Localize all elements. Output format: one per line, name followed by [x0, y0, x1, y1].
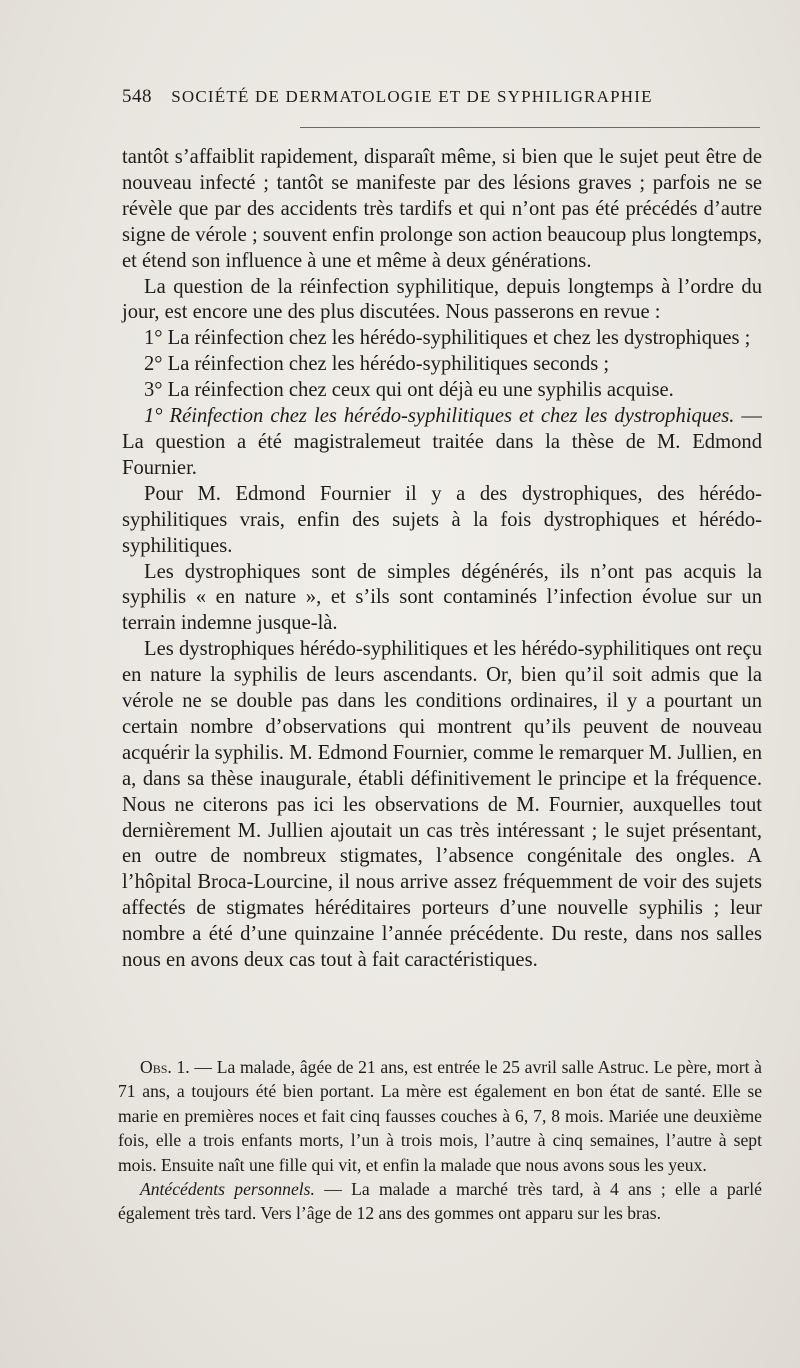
- paragraph: Pour M. Edmond Fournier il y a des dystrophiques, des hérédo-syphilitiques vrais, enfin des sujets à la fois dystrophiques et hérédo-syphilitiques.: [122, 482, 762, 557]
- running-title: SOCIÉTÉ DE DERMATOLOGIE ET DE SYPHILIGRAPHIE: [171, 87, 653, 106]
- section-paragraph: [122, 404, 762, 482]
- paragraph: Les dystrophiques sont de simples dégénérés, ils n’ont pas acquis la syphilis « en nature », et s’ils sont contaminés l’infection évolue sur un terrain indemne jusque-là.: [122, 560, 762, 635]
- list-item: 2° La réinfection chez les hérédo-syphilitiques seconds ;: [144, 353, 610, 376]
- observation-label: Obs. 1.: [140, 1057, 190, 1077]
- main-text: [122, 145, 762, 974]
- list-item: 1° La réinfection chez les hérédo-syphilitiques et chez les dystrophiques ;: [144, 327, 751, 350]
- antecedents-label: Antécédents personnels.: [140, 1179, 315, 1200]
- list-item: 3° La réinfection chez ceux qui ont déjà eu une syphilis acquise.: [144, 379, 674, 402]
- observation-block: [118, 1055, 762, 1226]
- header-rule: [300, 127, 760, 128]
- observation-paragraph: [118, 1055, 762, 1177]
- observation-text: — La malade, âgée de 21 ans, est entrée le 25 avril salle Astruc. Le père, mort à 71 ans, a toujours été bien portant. La mère est également en bon état de santé. Elle se marie en premières noces et fait cinq fausses couches à 6, 7, 8 mois. Mariée une deuxième fois, elle a trois enfants morts, l’un à trois mois, l’autre à cinq semaines, l’autre à sept mois. Ensuite naît une fille qui vit, et enfin la malade que nous avons sous les yeux.: [118, 1057, 762, 1175]
- paragraph-continued: tantôt s’affaiblit rapidement, disparaît même, si bien que le sujet peut être de nouveau infecté ; tantôt se manifeste par des lésions graves ; parfois ne se révèle que par des accidents très tardifs et qui n’ont pas été précédés d’autre signe de vérole ; souvent enfin prolonge son action beaucoup plus longtemps, et étend son influence à une et même à deux générations.: [122, 146, 762, 272]
- page-number: 548: [122, 86, 152, 107]
- antecedents-text: — La malade a marché très tard, à 4 ans ; elle a parlé également très tard. Vers l’âge de 12 ans des gommes ont apparu sur les bras.: [118, 1179, 762, 1224]
- section-heading: 1° Réinfection chez les hérédo-syphilitiques et chez les dystrophiques.: [144, 405, 735, 428]
- running-header: [122, 86, 762, 108]
- paragraph: La question de la réinfection syphilitique, depuis longtemps à l’ordre du jour, est encore une des plus discutées. Nous passerons en revue :: [122, 275, 762, 324]
- antecedents-paragraph: [118, 1177, 762, 1226]
- paragraph: Les dystrophiques hérédo-syphilitiques et les hérédo-syphilitiques ont reçu en nature la syphilis de leurs ascendants. Or, bien qu’il soit admis que la vérole ne se double pas dans les conditions ordinaires, il y a pourtant un certain nombre d’observations qui montrent qu’ils peuvent de nouveau acquérir la syphilis. M. Edmond Fournier, comme le remarquer M. Jullien, en a, dans sa thèse inaugurale, établi définitivement le principe et la fréquence. Nous ne citerons pas ici les observations de M. Fournier, auxquelles tout dernièrement M. Jullien ajoutait un cas très intéressant ; le sujet présentant, en outre de nombreux stigmates, l’absence congénitale des ongles. A l’hôpital Broca-Lourcine, il nous arrive assez fréquemment de voir des sujets affectés de stigmates héréditaires porteurs d’une nouvelle syphilis ; leur nombre a été d’une quinzaine l’année précédente. Du reste, dans nos salles nous en avons deux cas tout à fait caractéristiques.: [122, 638, 762, 972]
- section-text: — La question a été magistralemeut traitée dans la thèse de M. Edmond Fournier.: [122, 405, 762, 479]
